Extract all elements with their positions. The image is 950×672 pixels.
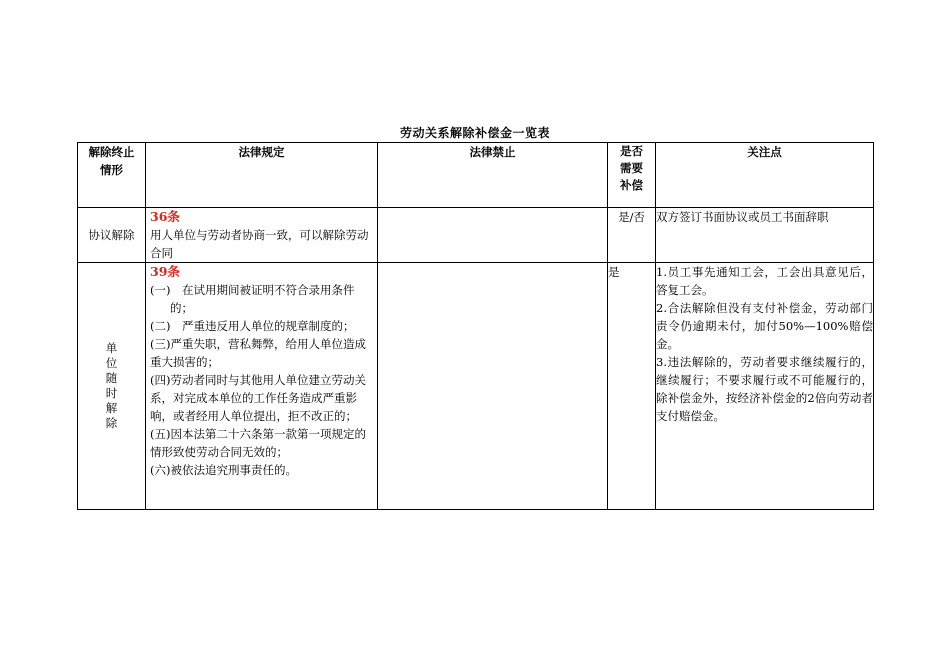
row-law — [146, 208, 378, 263]
note-item: 2.合法解除但没有支付补偿金，劳动部门责令仍逾期未付，加付50%—100%赔偿金。 — [656, 301, 873, 351]
law-text: 用人单位与劳动者协商一致，可以解除劳动合同 — [150, 228, 369, 260]
article-number: 36条 — [150, 209, 180, 224]
law-item: (四)劳动者同时与其他用人单位建立劳动关系，对完成本单位的工作任务造成严重影响，或者经用人单位提出，拒不改正的； — [150, 373, 366, 423]
law-items — [146, 281, 377, 479]
compensation-table — [77, 142, 874, 510]
row-compensation: 是/否 — [608, 208, 656, 263]
row-prohibition — [378, 263, 608, 510]
law-item: (二) 严重违反用人单位的规章制度的； — [150, 319, 355, 333]
law-item: (六)被依法追究刑事责任的。 — [150, 463, 297, 477]
header-notes: 关注点 — [656, 143, 874, 208]
header-situation: 解除终止情形 — [78, 143, 146, 208]
law-item: (三)严重失职，营私舞弊，给用人单位造成重大损害的； — [150, 337, 366, 369]
law-item: (一) 在试用期间被证明不符合录用条件的； — [150, 283, 355, 315]
row-prohibition — [378, 208, 608, 263]
row-compensation: 是 — [608, 263, 656, 510]
note-item: 1.员工事先通知工会，工会出具意见后，答复工会。 — [656, 265, 873, 297]
header-compensation: 是否需要补偿 — [608, 143, 656, 208]
row-notes: 双方签订书面协议或员工书面辞职 — [656, 208, 874, 263]
article-number: 39条 — [150, 264, 180, 279]
table-row — [78, 208, 874, 263]
note-item: 3.违法解除的，劳动者要求继续履行的，继续履行；不要求履行或不可能履行的，除补偿金外，按经济补偿金的2倍向劳动者支付赔偿金。 — [656, 355, 873, 423]
table-header-row — [78, 143, 874, 208]
row-situation: 协议解除 — [78, 208, 146, 263]
row-situation — [78, 263, 146, 510]
law-item: (五)因本法第二十六条第一款第一项规定的情形致使劳动合同无效的； — [150, 427, 366, 459]
header-law: 法律规定 — [146, 143, 378, 208]
table-row — [78, 263, 874, 510]
vertical-situation-label: 单位随时解除 — [105, 341, 118, 430]
row-law — [146, 263, 378, 510]
row-notes — [656, 263, 874, 510]
header-prohibition: 法律禁止 — [378, 143, 608, 208]
page-title: 劳动关系解除补偿金一览表 — [399, 126, 550, 140]
